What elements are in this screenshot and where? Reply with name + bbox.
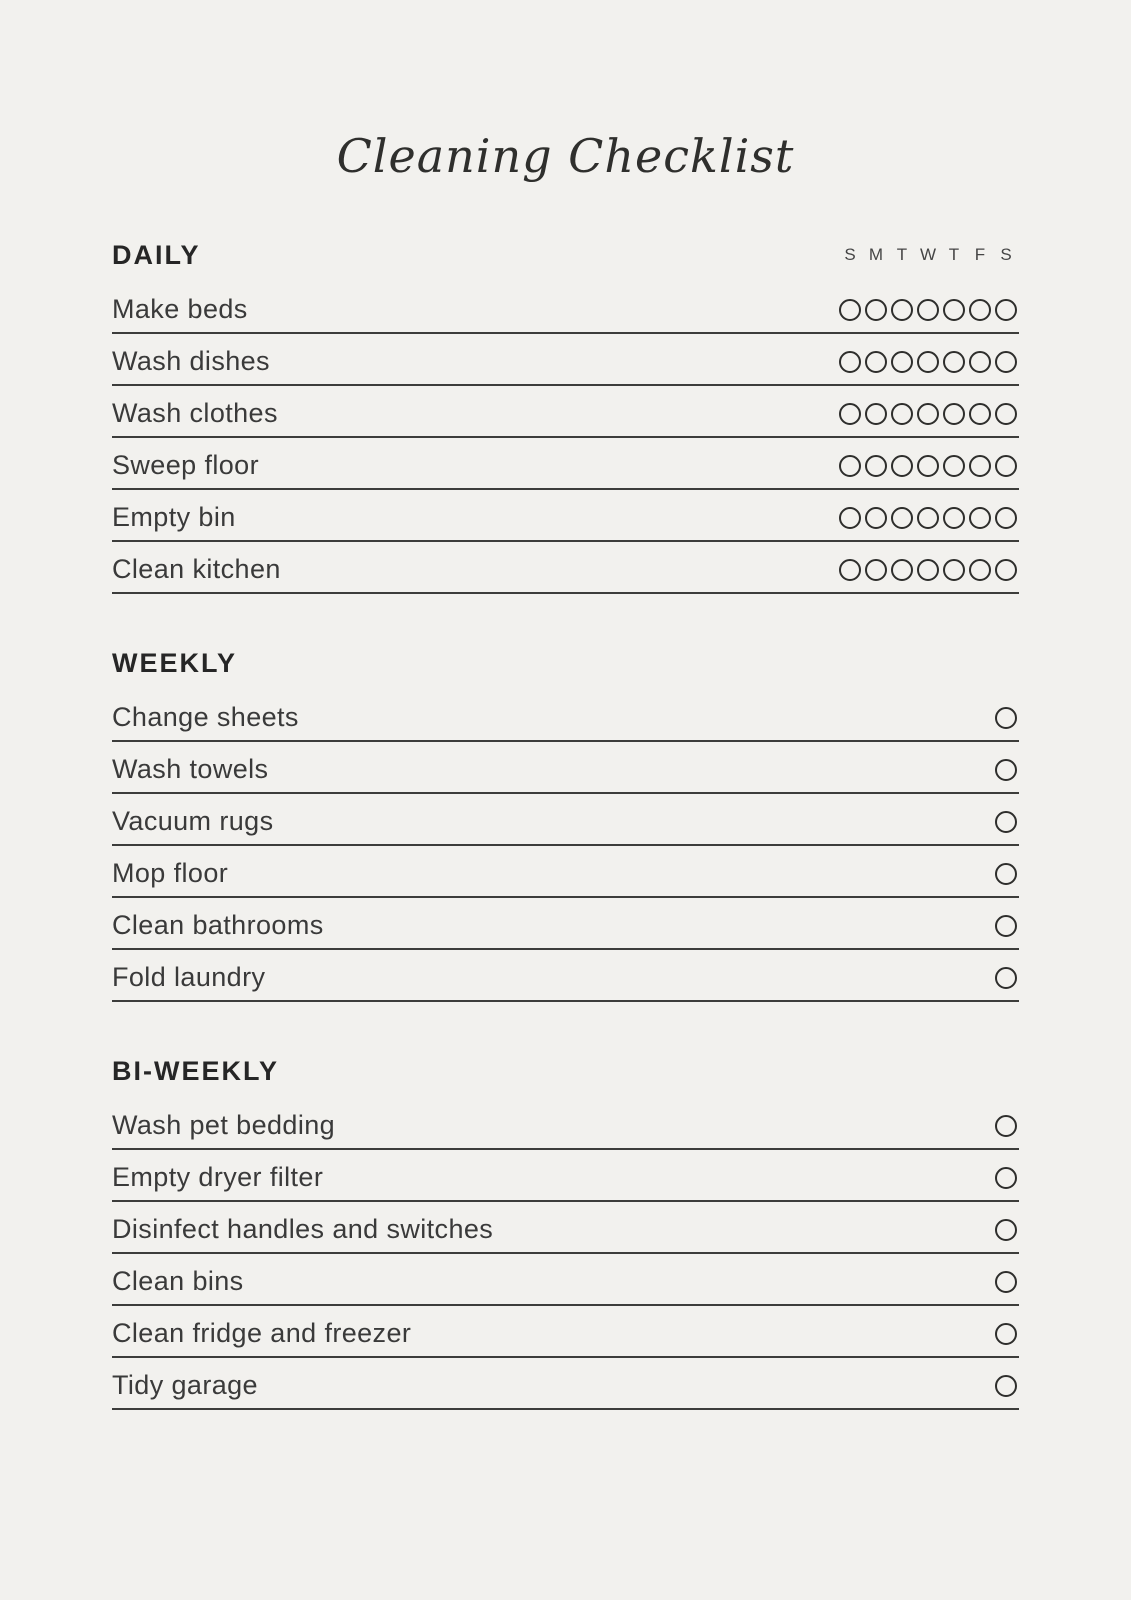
checkbox-circle[interactable] [995, 1115, 1017, 1137]
checkbox-group [993, 759, 1019, 781]
checkbox-cell [967, 299, 993, 321]
checkbox-cell [863, 351, 889, 373]
checkbox-cell [941, 507, 967, 529]
checkbox-cell [863, 455, 889, 477]
day-letter: T [896, 245, 908, 264]
checkbox-circle[interactable] [943, 559, 965, 581]
item-label: Mop floor [112, 858, 229, 888]
checkbox-circle[interactable] [891, 507, 913, 529]
checkbox-cell [993, 351, 1019, 373]
item-label: Vacuum rugs [112, 806, 274, 836]
item-label: Wash pet bedding [112, 1110, 336, 1140]
page-title: Cleaning Checklist [336, 129, 795, 183]
checkbox-circle[interactable] [839, 507, 861, 529]
checklist-row [112, 1098, 1019, 1150]
section-daily [112, 238, 1019, 594]
checkbox-group [993, 1323, 1019, 1345]
item-label: Clean kitchen [112, 554, 281, 584]
checkbox-cell [941, 351, 967, 373]
checkbox-circle[interactable] [917, 507, 939, 529]
checkbox-circle[interactable] [943, 455, 965, 477]
checkbox-circle[interactable] [917, 299, 939, 321]
section-label: BI-WEEKLY [112, 1055, 280, 1086]
checkbox-cell [967, 351, 993, 373]
checkbox-cell [993, 403, 1019, 425]
checkbox-circle[interactable] [969, 559, 991, 581]
checkbox-cell [941, 455, 967, 477]
week-checkbox-group [837, 299, 1019, 321]
checkbox-circle[interactable] [969, 351, 991, 373]
checkbox-cell [863, 559, 889, 581]
checkbox-circle[interactable] [969, 507, 991, 529]
checkbox-cell [837, 351, 863, 373]
checklist-row [112, 846, 1019, 898]
week-checkbox-group [837, 455, 1019, 477]
day-letter: W [919, 245, 937, 264]
checkbox-cell [993, 915, 1019, 937]
checklist-row [112, 1202, 1019, 1254]
section-weekly [112, 646, 1019, 1002]
checkbox-circle[interactable] [917, 559, 939, 581]
checkbox-cell [993, 759, 1019, 781]
checkbox-circle[interactable] [995, 455, 1017, 477]
item-label: Clean fridge and freezer [112, 1318, 412, 1348]
item-label: Wash clothes [112, 398, 278, 428]
checkbox-cell [941, 403, 967, 425]
checklist-row [112, 1150, 1019, 1202]
checkbox-circle[interactable] [995, 351, 1017, 373]
checkbox-cell [967, 403, 993, 425]
checklist-row [112, 490, 1019, 542]
checkbox-circle[interactable] [995, 507, 1017, 529]
checkbox-cell [889, 507, 915, 529]
checkbox-cell [915, 559, 941, 581]
week-checkbox-group [837, 507, 1019, 529]
checkbox-cell [993, 863, 1019, 885]
checkbox-group [993, 707, 1019, 729]
checkbox-circle[interactable] [839, 403, 861, 425]
checkbox-cell [993, 299, 1019, 321]
item-label: Empty dryer filter [112, 1162, 324, 1192]
checkbox-cell [889, 351, 915, 373]
checkbox-circle[interactable] [891, 351, 913, 373]
checkbox-circle[interactable] [891, 455, 913, 477]
checkbox-circle[interactable] [839, 299, 861, 321]
checkbox-circle[interactable] [995, 759, 1017, 781]
week-checkbox-group [837, 351, 1019, 373]
checkbox-circle[interactable] [891, 559, 913, 581]
checkbox-circle[interactable] [839, 455, 861, 477]
checkbox-circle[interactable] [943, 403, 965, 425]
item-label: Sweep floor [112, 450, 259, 480]
checkbox-cell [993, 507, 1019, 529]
checkbox-circle[interactable] [995, 707, 1017, 729]
sections-container [112, 238, 1019, 1410]
item-label: Make beds [112, 294, 248, 324]
checkbox-circle[interactable] [865, 507, 887, 529]
item-label: Tidy garage [112, 1370, 258, 1400]
checklist-row [112, 690, 1019, 742]
day-letter: M [868, 245, 884, 264]
section-header-bi-weekly [112, 1054, 1019, 1088]
checklist-row [112, 542, 1019, 594]
checkbox-group [993, 1271, 1019, 1293]
checkbox-group [993, 1115, 1019, 1137]
checkbox-group [993, 1219, 1019, 1241]
item-label: Wash dishes [112, 346, 270, 376]
checklist-row [112, 1306, 1019, 1358]
checkbox-cell [889, 455, 915, 477]
section-label: WEEKLY [112, 647, 238, 678]
checkbox-cell [837, 455, 863, 477]
checkbox-circle[interactable] [917, 455, 939, 477]
week-checkbox-group [837, 403, 1019, 425]
checkbox-circle[interactable] [995, 967, 1017, 989]
checkbox-group [993, 1167, 1019, 1189]
checkbox-cell [967, 507, 993, 529]
checkbox-circle[interactable] [943, 299, 965, 321]
item-label: Change sheets [112, 702, 299, 732]
checkbox-group [993, 967, 1019, 989]
checkbox-cell [993, 1167, 1019, 1189]
checkbox-circle[interactable] [969, 455, 991, 477]
checklist-row [112, 438, 1019, 490]
item-label: Wash towels [112, 754, 269, 784]
checkbox-cell [993, 707, 1019, 729]
checkbox-circle[interactable] [995, 1323, 1017, 1345]
checkbox-cell [889, 559, 915, 581]
checkbox-circle[interactable] [995, 299, 1017, 321]
day-letter: F [974, 245, 986, 264]
checkbox-cell [967, 559, 993, 581]
checkbox-circle[interactable] [891, 299, 913, 321]
checkbox-cell [993, 967, 1019, 989]
checkbox-cell [915, 403, 941, 425]
checklist-row [112, 742, 1019, 794]
checkbox-circle[interactable] [865, 559, 887, 581]
checkbox-circle[interactable] [969, 299, 991, 321]
checkbox-cell [967, 455, 993, 477]
checkbox-circle[interactable] [865, 455, 887, 477]
checkbox-circle[interactable] [995, 559, 1017, 581]
checkbox-cell [993, 1115, 1019, 1137]
checklist-row [112, 794, 1019, 846]
checkbox-circle[interactable] [943, 351, 965, 373]
checkbox-circle[interactable] [917, 403, 939, 425]
checkbox-cell [915, 455, 941, 477]
checkbox-cell [837, 299, 863, 321]
item-label: Empty bin [112, 502, 236, 532]
checkbox-cell [863, 403, 889, 425]
checkbox-circle[interactable] [995, 1271, 1017, 1293]
section-header-weekly [112, 646, 1019, 680]
checklist-row [112, 1358, 1019, 1410]
checkbox-cell [837, 559, 863, 581]
week-checkbox-group [837, 559, 1019, 581]
checkbox-cell [915, 299, 941, 321]
checkbox-cell [993, 1323, 1019, 1345]
checkbox-circle[interactable] [995, 1219, 1017, 1241]
checkbox-cell [837, 507, 863, 529]
checkbox-group [993, 811, 1019, 833]
checkbox-cell [837, 403, 863, 425]
item-label: Disinfect handles and switches [112, 1214, 494, 1244]
checkbox-cell [863, 299, 889, 321]
checkbox-cell [993, 1271, 1019, 1293]
checkbox-group [993, 863, 1019, 885]
checkbox-circle[interactable] [865, 351, 887, 373]
checkbox-group [993, 1375, 1019, 1397]
item-label: Clean bathrooms [112, 910, 324, 940]
day-letter: S [1000, 245, 1012, 264]
day-header [837, 245, 1019, 265]
day-letter: S [844, 245, 856, 264]
checkbox-circle[interactable] [891, 403, 913, 425]
checkbox-cell [993, 811, 1019, 833]
checkbox-cell [915, 351, 941, 373]
checklist-row [112, 950, 1019, 1002]
checkbox-cell [863, 507, 889, 529]
checkbox-circle[interactable] [995, 811, 1017, 833]
checkbox-circle[interactable] [865, 403, 887, 425]
checkbox-cell [993, 1375, 1019, 1397]
checkbox-circle[interactable] [995, 1167, 1017, 1189]
checkbox-cell [993, 1219, 1019, 1241]
section-label: DAILY [112, 239, 201, 270]
checkbox-cell [941, 299, 967, 321]
checkbox-cell [889, 403, 915, 425]
checkbox-cell [993, 559, 1019, 581]
checklist-row [112, 334, 1019, 386]
checkbox-cell [993, 455, 1019, 477]
checkbox-circle[interactable] [995, 1375, 1017, 1397]
checkbox-group [993, 915, 1019, 937]
day-letter: T [948, 245, 960, 264]
checklist-row [112, 386, 1019, 438]
checkbox-circle[interactable] [865, 299, 887, 321]
checkbox-circle[interactable] [995, 863, 1017, 885]
checkbox-circle[interactable] [995, 915, 1017, 937]
checkbox-circle[interactable] [969, 403, 991, 425]
checkbox-cell [889, 299, 915, 321]
checkbox-cell [915, 507, 941, 529]
checkbox-circle[interactable] [917, 351, 939, 373]
checklist-row [112, 282, 1019, 334]
section-bi-weekly [112, 1054, 1019, 1410]
checkbox-circle[interactable] [839, 351, 861, 373]
section-header-daily [112, 238, 1019, 272]
item-label: Fold laundry [112, 962, 266, 992]
checkbox-circle[interactable] [839, 559, 861, 581]
checkbox-cell [941, 559, 967, 581]
checkbox-circle[interactable] [943, 507, 965, 529]
checkbox-circle[interactable] [995, 403, 1017, 425]
item-label: Clean bins [112, 1266, 244, 1296]
checklist-row [112, 1254, 1019, 1306]
checklist-row [112, 898, 1019, 950]
